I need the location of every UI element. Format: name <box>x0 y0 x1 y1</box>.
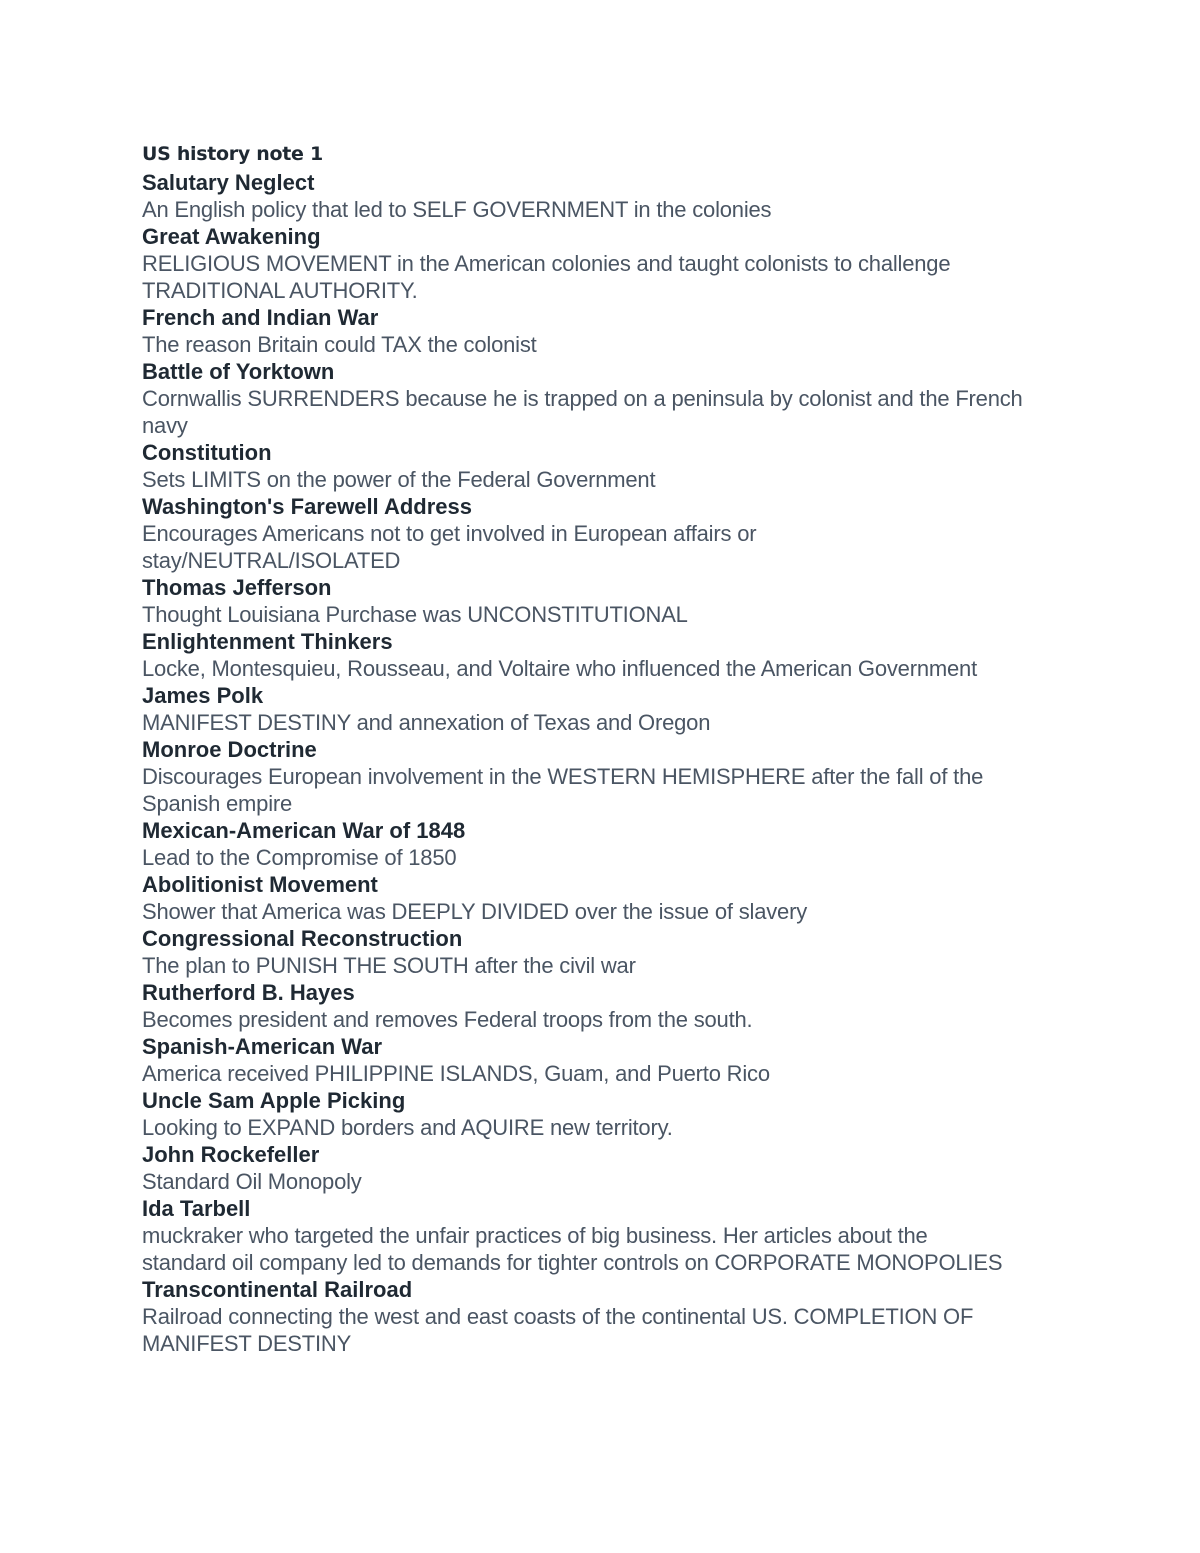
note-term: Mexican-American War of 1848 <box>142 818 466 843</box>
note-definition: The reason Britain could TAX the colonist <box>142 332 537 357</box>
note-entry <box>142 628 1102 682</box>
note-definition: Lead to the Compromise of 1850 <box>142 845 457 870</box>
note-definition: America received PHILIPPINE ISLANDS, Guam, and Puerto Rico <box>142 1061 770 1086</box>
note-term: Rutherford B. Hayes <box>142 980 355 1005</box>
note-entry <box>142 1141 1102 1195</box>
document-page <box>142 140 1102 1357</box>
note-term: Enlightenment Thinkers <box>142 629 393 654</box>
note-term: Thomas Jefferson <box>142 575 332 600</box>
note-term: Monroe Doctrine <box>142 737 317 762</box>
note-entry <box>142 1033 1102 1087</box>
note-entry <box>142 1087 1102 1141</box>
note-definition: Encourages Americans not to get involved in European affairs or stay/NEUTRAL/ISOLATED <box>142 521 757 573</box>
note-entry <box>142 574 1102 628</box>
note-term: Uncle Sam Apple Picking <box>142 1088 406 1113</box>
document-title: US history note 1 <box>142 143 323 165</box>
note-term: Spanish-American War <box>142 1034 383 1059</box>
note-entry <box>142 979 1102 1033</box>
note-definition: Locke, Montesquieu, Rousseau, and Voltaire who influenced the American Government <box>142 656 977 681</box>
note-entry <box>142 493 1102 574</box>
note-definition: Sets LIMITS on the power of the Federal Government <box>142 467 656 492</box>
note-term: Great Awakening <box>142 224 321 249</box>
note-entry <box>142 871 1102 925</box>
note-definition: Standard Oil Monopoly <box>142 1169 362 1194</box>
note-entry <box>142 358 1102 439</box>
note-definition: Shower that America was DEEPLY DIVIDED over the issue of slavery <box>142 899 807 924</box>
note-definition: Thought Louisiana Purchase was UNCONSTITUTIONAL <box>142 602 688 627</box>
note-entry <box>142 682 1102 736</box>
note-term: James Polk <box>142 683 264 708</box>
note-term: Abolitionist Movement <box>142 872 378 897</box>
note-term: French and Indian War <box>142 305 379 330</box>
note-definition: Discourages European involvement in the WESTERN HEMISPHERE after the fall of the Spanish empire <box>142 764 984 816</box>
note-definition: muckraker who targeted the unfair practices of big business. Her articles about the standard oil company led to demands for tighter controls on CORPORATE MONOPOLIES <box>142 1223 1003 1275</box>
note-definition: MANIFEST DESTINY and annexation of Texas and Oregon <box>142 710 711 735</box>
note-entry <box>142 925 1102 979</box>
note-definition: Becomes president and removes Federal troops from the south. <box>142 1007 753 1032</box>
note-definition: Looking to EXPAND borders and AQUIRE new territory. <box>142 1115 673 1140</box>
note-entry <box>142 1195 1102 1276</box>
note-definition: An English policy that led to SELF GOVERNMENT in the colonies <box>142 197 772 222</box>
note-entry <box>142 817 1102 871</box>
note-entry <box>142 439 1102 493</box>
note-term: John Rockefeller <box>142 1142 320 1167</box>
note-term: Salutary Neglect <box>142 170 315 195</box>
note-entry <box>142 1276 1102 1357</box>
note-entry <box>142 304 1102 358</box>
note-definition: RELIGIOUS MOVEMENT in the American colonies and taught colonists to challenge TRADITIONAL AUTHORITY. <box>142 251 951 303</box>
note-term: Congressional Reconstruction <box>142 926 463 951</box>
note-term: Ida Tarbell <box>142 1196 251 1221</box>
note-term: Constitution <box>142 440 272 465</box>
note-entry <box>142 223 1102 304</box>
note-entry <box>142 169 1102 223</box>
note-term: Washington's Farewell Address <box>142 494 472 519</box>
note-definition: Cornwallis SURRENDERS because he is trapped on a peninsula by colonist and the French navy <box>142 386 1023 438</box>
note-entry <box>142 736 1102 817</box>
note-term: Transcontinental Railroad <box>142 1277 413 1302</box>
note-definition: The plan to PUNISH THE SOUTH after the civil war <box>142 953 636 978</box>
note-term: Battle of Yorktown <box>142 359 335 384</box>
note-definition: Railroad connecting the west and east coasts of the continental US. COMPLETION OF MANIFEST DESTINY <box>142 1304 974 1356</box>
